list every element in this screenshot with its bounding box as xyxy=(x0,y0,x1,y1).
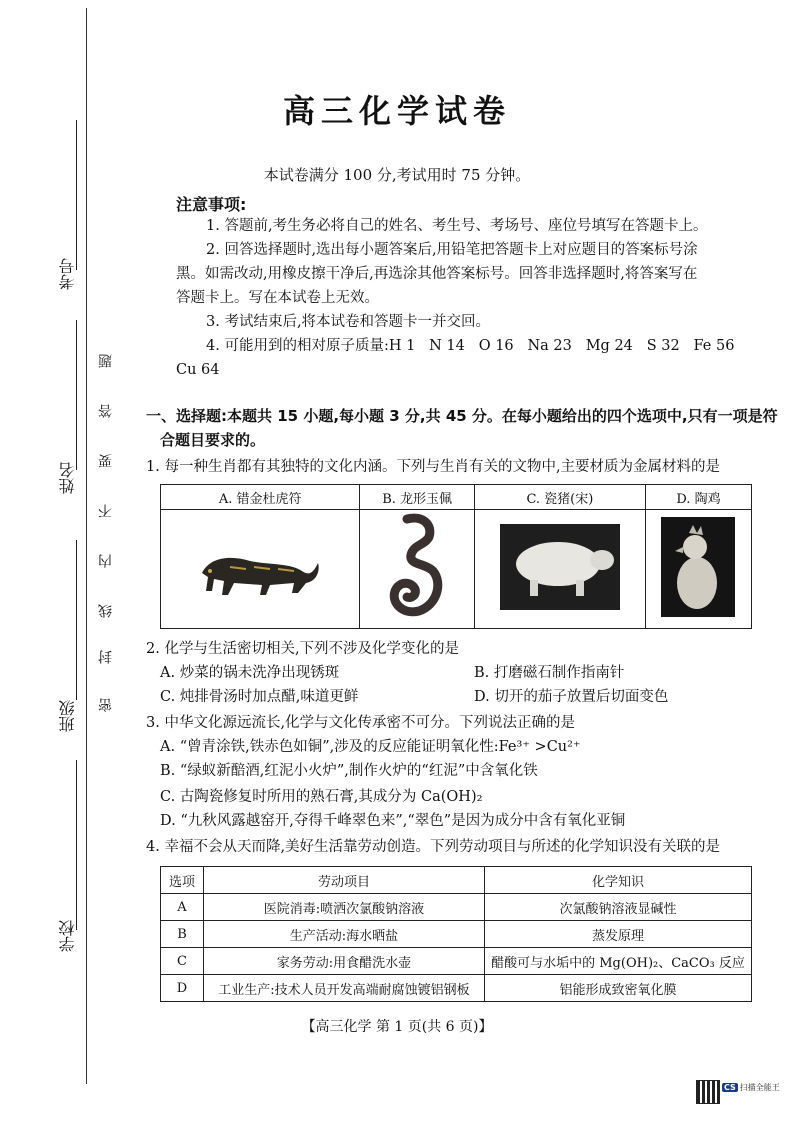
tiger-tally-image xyxy=(161,510,360,629)
table-row xyxy=(161,948,752,975)
table-cell: 医院消毒:喷洒次氯酸钠溶液 xyxy=(204,894,485,921)
table-cell: C xyxy=(161,948,204,975)
notice-item-3: 3. 考试结束后,将本试卷和答题卡一并交回。 xyxy=(206,314,491,330)
notice-heading: 注意事项: xyxy=(176,195,247,214)
exam-title: 高三化学试卷 xyxy=(282,92,511,130)
table-cell: 蒸发原理 xyxy=(485,921,752,948)
table-row xyxy=(161,894,752,921)
school-underline xyxy=(76,760,77,930)
question-1-stem: 1. 每一种生肖都有其独特的文化内涵。下列与生肖有关的文物中,主要材质为金属材料的是 xyxy=(146,459,721,475)
notice-item-4-line-1: 4. 可能用到的相对原子质量:H 1 N 14 O 16 Na 23 Mg 24 S 32 Fe 56 xyxy=(206,338,735,354)
labor-table xyxy=(160,866,752,1002)
exam-no-label: 考号 xyxy=(58,258,77,290)
class-label: 班级 xyxy=(58,700,77,732)
seal-char: 内 xyxy=(98,554,114,568)
notice-item-2-line-2: 黑。如需改动,用橡皮擦干净后,再选涂其他答案标号。回答非选择题时,将答案写在 xyxy=(176,266,698,282)
question-2-option-a: A. 炒菜的锅未洗净出现锈斑 xyxy=(160,665,340,681)
question-2-option-b: B. 打磨磁石制作指南针 xyxy=(474,665,625,681)
dragon-pendant-icon xyxy=(377,511,457,623)
section-1-heading-line-1: 一、选择题:本题共 15 小题,每小题 3 分,共 45 分。在每小题给出的四个选项中,只有一项是符 xyxy=(146,407,778,425)
name-label: 姓名 xyxy=(58,462,77,494)
notice-item-2-line-3: 答题卡上。写在本试卷上无效。 xyxy=(176,290,379,306)
pottery-rooster-image xyxy=(645,510,751,629)
porcelain-pig-image xyxy=(474,510,645,629)
exam-intro: 本试卷满分 100 分,考试用时 75 分钟。 xyxy=(263,166,531,184)
question-3-option-d: D. “九秋风露越窑开,夺得千峰翠色来”,“翠色”是因为成分中含有氧化亚铜 xyxy=(160,813,626,829)
section-1-heading-line-2: 合题目要求的。 xyxy=(160,431,266,449)
table-header-cell: 选项 xyxy=(161,867,204,894)
dragon-jade-pendant-image xyxy=(360,510,475,629)
question-3-option-b: B. “绿蚁新醅酒,红泥小火炉”,制作火炉的“红泥”中含氧化铁 xyxy=(160,763,538,779)
question-2-option-d: D. 切开的茄子放置后切面变色 xyxy=(474,689,669,705)
table-cell: B xyxy=(161,921,204,948)
tiger-tally-icon xyxy=(190,527,330,607)
table-cell: 生产活动:海水晒盐 xyxy=(204,921,485,948)
artifact-label: D. 陶鸡 xyxy=(645,485,751,510)
notice-item-4-line-2: Cu 64 xyxy=(176,362,220,378)
porcelain-pig-icon xyxy=(500,524,620,610)
table-header-cell: 劳动项目 xyxy=(204,867,485,894)
seal-char: 线 xyxy=(98,604,114,618)
question-4-stem: 4. 幸福不会从天而降,美好生活靠劳动创造。下列劳动项目与所述的化学知识没有关联的是 xyxy=(146,839,721,855)
seal-char: 答 xyxy=(98,404,114,418)
artifact-label: C. 瓷猪(宋) xyxy=(474,485,645,510)
seal-char: 封 xyxy=(98,650,114,664)
question-2-option-c: C. 炖排骨汤时加点醋,味道更鲜 xyxy=(160,689,359,705)
qr-code-icon xyxy=(696,1080,720,1104)
table-header-cell: 化学知识 xyxy=(485,867,752,894)
table-cell: 铝能形成致密氧化膜 xyxy=(485,975,752,1002)
question-2-stem: 2. 化学与生活密切相关,下列不涉及化学变化的是 xyxy=(146,641,460,657)
notice-item-2-line-1: 2. 回答选择题时,选出每小题答案后,用铅笔把答题卡上对应题目的答案标号涂 xyxy=(206,242,698,258)
question-3-option-a: A. “曾青涂铁,铁赤色如铜”,涉及的反应能证明氧化性:Fe³⁺ >Cu²⁺ xyxy=(160,739,581,755)
name-underline xyxy=(76,320,77,470)
table-cell: 家务劳动:用食醋洗水壶 xyxy=(204,948,485,975)
seal-char: 密 xyxy=(98,698,114,712)
scanner-watermark xyxy=(722,1082,780,1093)
table-cell: A xyxy=(161,894,204,921)
artifact-table xyxy=(160,484,752,629)
scanner-watermark-text: 扫描全能王 xyxy=(739,1083,780,1092)
page-footer: 【高三化学 第 1 页(共 6 页)】 xyxy=(301,1019,493,1035)
scanner-logo: CS xyxy=(724,1083,736,1092)
seal-char: 要 xyxy=(98,454,114,468)
notice-item-1: 1. 答题前,考生务必将自己的姓名、考生号、考场号、座位号填写在答题卡上。 xyxy=(206,218,708,234)
table-cell: 工业生产:技术人员开发高端耐腐蚀镀铝钢板 xyxy=(204,975,485,1002)
table-row xyxy=(161,975,752,1002)
exam-no-underline xyxy=(76,120,77,270)
class-underline xyxy=(76,540,77,700)
pottery-rooster-icon xyxy=(661,517,735,617)
question-3-option-c: C. 古陶瓷修复时所用的熟石膏,其成分为 Ca(OH)₂ xyxy=(160,789,483,805)
table-cell: 醋酸可与水垢中的 Mg(OH)₂、CaCO₃ 反应 xyxy=(485,948,752,975)
artifact-label: B. 龙形玉佩 xyxy=(360,485,475,510)
school-label: 学校 xyxy=(58,920,77,952)
artifact-label: A. 错金杜虎符 xyxy=(161,485,360,510)
table-row xyxy=(161,921,752,948)
question-3-stem: 3. 中华文化源远流长,化学与文化传承密不可分。下列说法正确的是 xyxy=(146,715,576,731)
seal-char: 题 xyxy=(98,354,114,368)
table-cell: D xyxy=(161,975,204,1002)
seal-char: 不 xyxy=(98,504,114,518)
table-cell: 次氯酸钠溶液显碱性 xyxy=(485,894,752,921)
